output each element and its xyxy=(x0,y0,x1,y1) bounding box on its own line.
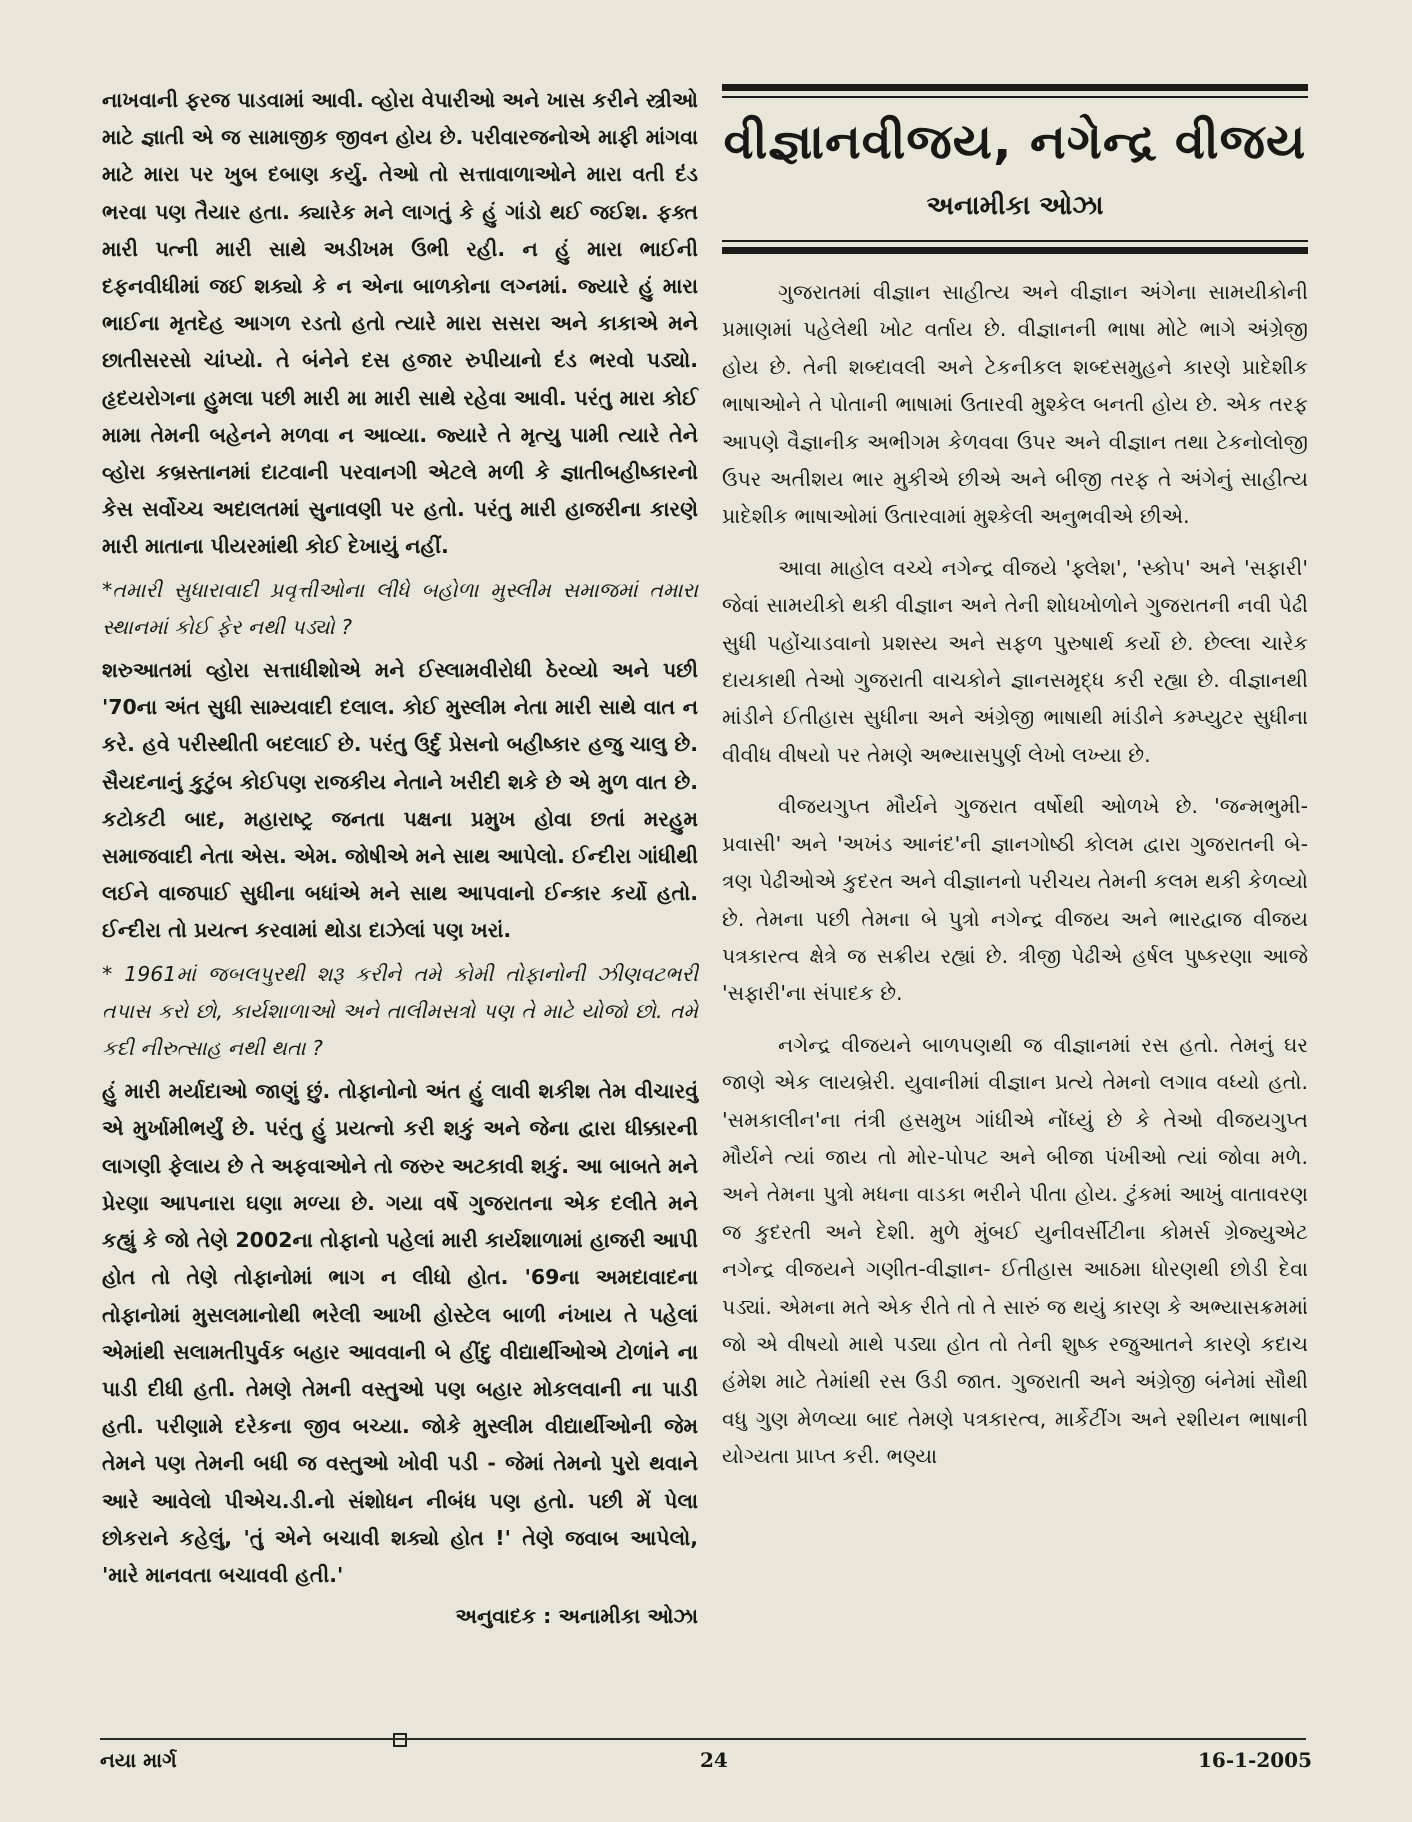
interview-answer-3: હું મારી મર્યાદાઓ જાણું છું. તોફાનોનો અંત હું લાવી શકીશ તેમ વીચારવું એ મુર્ખામીભર્યું છે. પરંતુ હું પ્રયત્નો કરી શકું અને જેના દ્વારા ધીક્કારની લાગણી ફેલાય છે તે અફવાઓને તો જરુર અટકાવી શકું. આ બાબતે મને પ્રેરણા આપનારા ઘણા મળ્યા છે. ગયા વર્ષે ગુજરાતના એક દલીતે મને કહ્યું કે જો તેણે 2002ના તોફાનો પહેલાં મારી કાર્યશાળામાં હાજરી આપી હોત તો તેણે તોફાનોમાં ભાગ ન લીધો હોત. '69ના અમદાવાદના તોફાનોમાં મુસલમાનોથી ભરેલી આખી હોસ્ટેલ બાળી નંખાય તે પહેલાં એમાંથી સલામતીપુર્વક બહાર આવવાની બે હીંદુ વીદ્યાર્થીઓએ ટોળાંને ના પાડી દીધી હતી. તેમણે તેમની વસ્તુઓ પણ બહાર મોકલવાની ના પાડી હતી. પરીણામે દરેકના જીવ બચ્યા. જોકે મુસ્લીમ વીદ્યાર્થીઓની જેમ તેમને પણ તેમની બધી જ વસ્તુઓ ખોવી પડી - જેમાં તેમનો પુરો થવાને આરે આવેલો પીએચ.ડી.નો સંશોધન નીબંધ પણ હતો. પછી મેં પેલા છોકરાને કહેલું, 'તું એને બચાવી શક્યો હોત !' તેણે જવાબ આપેલો, 'મારે માનવતા બચાવવી હતી.' xyxy=(102,1079,698,1587)
interview-answer-1: નાખવાની ફરજ પાડવામાં આવી. વ્હોરા વેપારીઓ અને ખાસ કરીને સ્ત્રીઓ માટે જ્ઞાતી એ જ સામાજીક જીવન હોય છે. પરીવારજનોએ માફી માંગવા માટે મારા પર ખુબ દબાણ કર્યુ. તેઓ તો સત્તાવાળાઓને મારા વતી દંડ ભરવા પણ તૈયાર હતા. ક્યારેક મને લાગતું કે હું ગાંડો થઈ જઈશ. ફક્ત મારી પત્ની મારી સાથે અડીખમ ઉભી રહી. ન હું મારા ભાઈની દફનવીધીમાં જઈ શક્યો કે ન એના બાળકોના લગ્નમાં. જ્યારે હું મારા ભાઈના મૃતદેહ આગળ રડતો હતો ત્યારે મારા સસરા અને કાકાએ મને છાતીસરસો ચાંપ્યો. તે બંનેને દસ હજાર રુપીયાનો દંડ ભરવો પડ્યો. હૃદયરોગના હુમલા પછી મારી મા મારી સાથે રહેવા આવી. પરંતુ મારા કોઈ મામા તેમની બહેનને મળવા ન આવ્યા. જ્યારે તે મૃત્યુ પામી ત્યારે તેને વ્હોરા કબ્રસ્તાનમાં દાટવાની પરવાનગી એટલે મળી કે જ્ઞાતીબહીષ્કારનો કેસ સર્વોચ્ચ અદાલતમાં સુનાવણી પર હતો. પરંતુ મારી હાજરીના કારણે મારી માતાના પીયરમાંથી કોઈ દેખાયું નહીં. xyxy=(102,88,698,559)
article-body xyxy=(722,274,1308,1476)
translator-credit: અનુવાદક : અનામીકા ઓઝા xyxy=(455,1604,698,1629)
right-column xyxy=(722,84,1308,1490)
interview-answer-2: શરુઆતમાં વ્હોરા સત્તાધીશોએ મને ઈસ્લામવીરોધી ઠેરવ્યો અને પછી '70ના અંત સુધી સામ્યવાદી દલાલ. કોઈ મુસ્લીમ નેતા મારી સાથે વાત ન કરે. હવે પરીસ્થીતી બદલાઈ છે. પરંતુ ઉર્દુ પ્રેસનો બહીષ્કાર હજુ ચાલુ છે. સૈયદનાનું કુટુંબ કોઈપણ રાજકીય નેતાને ખરીદી શકે છે એ મુળ વાત છે. કટોકટી બાદ, મહારાષ્ટ્ર જનતા પક્ષના પ્રમુખ હોવા છતાં મરહુમ સમાજવાદી નેતા એસ. એમ. જોષીએ મને સાથ આપેલો. ઈન્દીરા ગાંધીથી લઈને વાજપાઈ સુધીના બધાંએ મને સાથ આપવાનો ઈન્કાર કર્યો હતો. ઈન્દીરા તો પ્રયત્ન કરવામાં થોડા દાઝેલાં પણ ખરાં. xyxy=(102,658,698,943)
article-paragraph: આવા માહોલ વચ્ચે નગેન્દ્ર વીજયે 'ફ્લેશ', 'સ્કોપ' અને 'સફારી' જેવાં સામયીકો થકી વીજ્ઞાન અને તેની શોધખોળોને ગુજરાતની નવી પેઢી સુધી પહોંચાડવાનો પ્રશસ્ય અને સફળ પુરુષાર્થ કર્યો છે. છેલ્લા ચારેક દાયકાથી તેઓ ગુજરાતી વાચકોને જ્ઞાનસમૃદ્ધ કરી રહ્યા છે. વીજ્ઞાનથી માંડીને ઈતીહાસ સુધીના અને અંગ્રેજી ભાષાથી માંડીને કમ્પ્યુટર સુધીના વીવીધ વીષયો પર તેમણે અભ્યાસપુર્ણ લેખો લખ્યા છે. xyxy=(722,555,1308,767)
interview-question-1: *તમારી સુધારાવાદી પ્રવૃત્તીઓના લીધે બહોળા મુસ્લીમ સમાજમાં તમારા સ્થાનમાં કોઈ ફેર નથી પડ્યો ? xyxy=(102,577,698,639)
article-paragraph: વીજયગુપ્ત મૌર્યને ગુજરાત વર્ષોથી ઓળખે છે. 'જન્મભુમી-પ્રવાસી' અને 'અખંડ આનંદ'ની જ્ઞાનગોષ્ઠી કોલમ દ્વારા ગુજરાતની બે-ત્રણ પેઢીઓએ કુદરત અને વીજ્ઞાનનો પરીચય તેમની કલમ થકી કેળવ્યો છે. તેમના પછી તેમના બે પુત્રો નગેન્દ્ર વીજય અને ભારદ્વાજ વીજય પત્રકારત્વ ક્ષેત્રે જ સક્રીય રહ્યાં છે. ત્રીજી પેઢીએ હર્ષલ પુષ્કરણા આજે 'સફારી'ના સંપાદક છે. xyxy=(722,794,1308,1006)
footer-rule xyxy=(100,1738,1306,1740)
left-column xyxy=(102,82,698,1639)
issue-date: 16-1-2005 xyxy=(1197,1748,1312,1772)
end-of-article-mark xyxy=(393,1733,407,1747)
page-number: 24 xyxy=(700,1748,728,1772)
publication-name: નયા માર્ગ xyxy=(100,1748,177,1772)
author-rule-thick xyxy=(722,247,1308,254)
article-author: અનામીકા ઓઝા xyxy=(926,191,1104,221)
header-rule-thin xyxy=(722,96,1308,98)
article-paragraph: નગેન્દ્ર વીજયને બાળપણથી જ વીજ્ઞાનમાં રસ હતો. તેમનું ઘર જાણે એક લાયબ્રેરી. યુવાનીમાં વીજ્ઞાન પ્રત્યે તેમનો લગાવ વધ્યો હતો. 'સમકાલીન'ના તંત્રી હસમુખ ગાંધીએ નોંધ્યું છે કે તેઓ વીજયગુપ્ત મૌર્યને ત્યાં જાય તો મોર-પોપટ અને બીજા પંખીઓ ત્યાં જોવા મળે. અને તેમના પુત્રો મધના વાડકા ભરીને પીતા હોય. ટુંકમાં આખું વાતાવરણ જ કુદરતી અને દેશી. મુળે મુંબઈ યુનીવર્સીટીના કોમર્સ ગ્રેજ્યુએટ નગેન્દ્ર વીજયને ગણીત-વીજ્ઞાન- ઈતીહાસ આઠમા ધોરણથી છોડી દેવા પડ્યાં. એમના મતે એક રીતે તો તે સારું જ થયું કારણ કે અભ્યાસક્રમમાં જો એ વીષયો માથે પડ્યા હોત તો તેની શુષ્ક રજુઆતને કારણે કદાચ હંમેશ માટે તેમાંથી રસ ઉડી જાત. ગુજરાતી અને અંગ્રેજી બંનેમાં સૌથી વધુ ગુણ મેળવ્યા બાદ તેમણે પત્રકારત્વ, માર્કેટીંગ અને રશીયન ભાષાની યોગ્યતા પ્રાપ્ત કરી. ભણ્યા xyxy=(722,1032,1308,1469)
author-rule-thin xyxy=(722,240,1308,242)
page-footer xyxy=(100,1748,1312,1788)
article-paragraph: ગુજરાતમાં વીજ્ઞાન સાહીત્ય અને વીજ્ઞાન અંગેના સામયીકોની પ્રમાણમાં પહેલેથી ખોટ વર્તાય છે. વીજ્ઞાનની ભાષા મોટે ભાગે અંગ્રેજી હોય છે. તેની શબ્દાવલી અને ટેકનીકલ શબ્દસમુહને કારણે પ્રાદેશીક ભાષાઓને તે પોતાની ભાષામાં ઉતારવી મુશ્કેલ બનતી હોય છે. એક તરફ આપણે વૈજ્ઞાનીક અભીગમ કેળવવા ઉપર અને વીજ્ઞાન તથા ટેકનોલોજી ઉપર અતીશય ભાર મુકીએ છીએ અને બીજી તરફ તે અંગેનું સાહીત્ય પ્રાદેશીક ભાષાઓમાં ઉતારવામાં મુશ્કેલી અનુભવીએ છીએ. xyxy=(722,280,1308,529)
header-rule-thick xyxy=(722,84,1308,91)
interview-question-2: * 1961માં જબલપુરથી શરૂ કરીને તમે કોમી તોફાનોની ઝીણવટભરી તપાસ કરો છો, કાર્યશાળાઓ અને તાલીમસત્રો પણ તે માટે યોજો છો. તમે કદી નીરુત્સાહ નથી થતા ? xyxy=(102,961,698,1061)
article-title: વીજ્ઞાનવીજય, નગેન્દ્ર વીજય xyxy=(723,114,1307,170)
